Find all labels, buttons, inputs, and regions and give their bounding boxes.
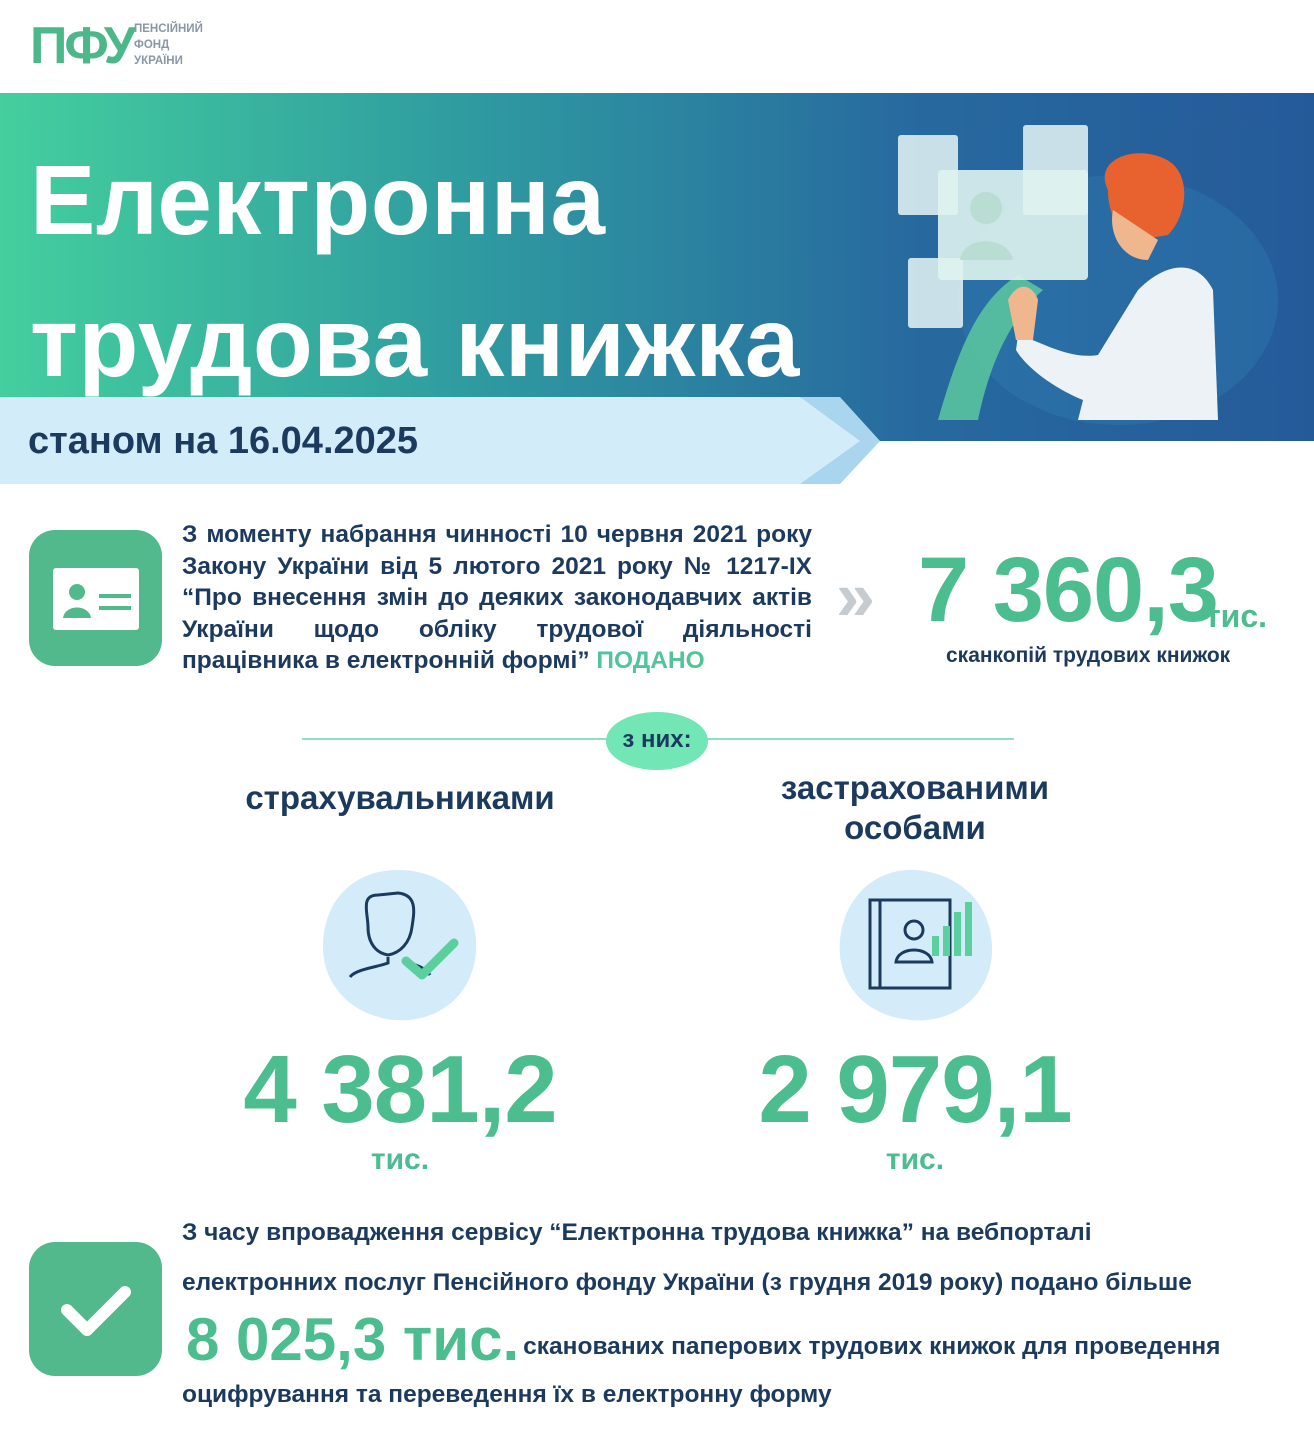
date-label: станом на 16.04.2025 xyxy=(28,420,419,462)
left-value: 4 381,2 xyxy=(243,1036,557,1143)
bottom-big-value: 8 025,3 тис. xyxy=(186,1306,520,1373)
logo-line-3: УКРАЇНИ xyxy=(134,55,183,67)
intro-body: З моменту набрання чинності 10 червня 2021 року Закону України від 5 лютого 2021 року № 1217-ІХ “Про внесення змін до деяких законодавчих актів України щодо обліку трудової діяльності працівника в електронній формі” xyxy=(182,521,812,674)
chevron-right-double-icon: » xyxy=(836,557,875,635)
logo-line-2: ФОНД xyxy=(134,39,170,51)
logo-mark: ПФУ xyxy=(30,17,134,75)
bottom-line-3 xyxy=(186,1306,1282,1373)
logo-line-1: ПЕНСІЙНИЙ xyxy=(134,23,203,35)
work-book-icon xyxy=(834,866,996,1026)
total-value: 7 360,3 xyxy=(918,539,1218,641)
title-line-1: Електронна xyxy=(30,145,606,255)
of-them-pill: з них: xyxy=(606,712,708,770)
right-column-title xyxy=(720,768,1110,848)
bottom-line-4: оцифрування та переведення їх в електронну форму xyxy=(182,1381,832,1408)
right-value: 2 979,1 xyxy=(758,1036,1072,1143)
bottom-line-2: електронних послуг Пенсійного фонду України (з грудня 2019 року) подано більше xyxy=(182,1269,1192,1296)
title-line-2: трудова книжка xyxy=(30,287,800,397)
right-unit: тис. xyxy=(885,1143,945,1176)
checkmark-glyph xyxy=(29,1242,162,1376)
person-check-icon xyxy=(318,865,480,1025)
id-card-icon xyxy=(29,530,162,666)
left-column-title: страхувальниками xyxy=(245,779,555,816)
page-title xyxy=(30,129,800,413)
total-caption: сканкопій трудових книжок xyxy=(946,644,1231,667)
person-with-screens-illustration xyxy=(868,100,1288,440)
logo-text xyxy=(134,21,203,69)
right-title-line-2: особами xyxy=(844,809,986,846)
id-card-glyph xyxy=(29,530,162,666)
bottom-text xyxy=(182,1210,1282,1422)
right-title-line-1: застрахованими xyxy=(780,769,1050,806)
pfu-logo xyxy=(30,18,230,74)
bottom-line-3-rest: сканованих паперових трудових книжок для проведення xyxy=(523,1333,1221,1360)
bottom-line-1: З часу впровадження сервісу “Електронна трудова книжка” на вебпорталі xyxy=(182,1219,1092,1246)
left-unit: тис. xyxy=(370,1143,430,1176)
total-unit: тис. xyxy=(1205,598,1268,634)
intro-text xyxy=(182,519,812,677)
checkmark-icon xyxy=(29,1242,162,1376)
intro-highlight: ПОДАНО xyxy=(596,647,705,674)
